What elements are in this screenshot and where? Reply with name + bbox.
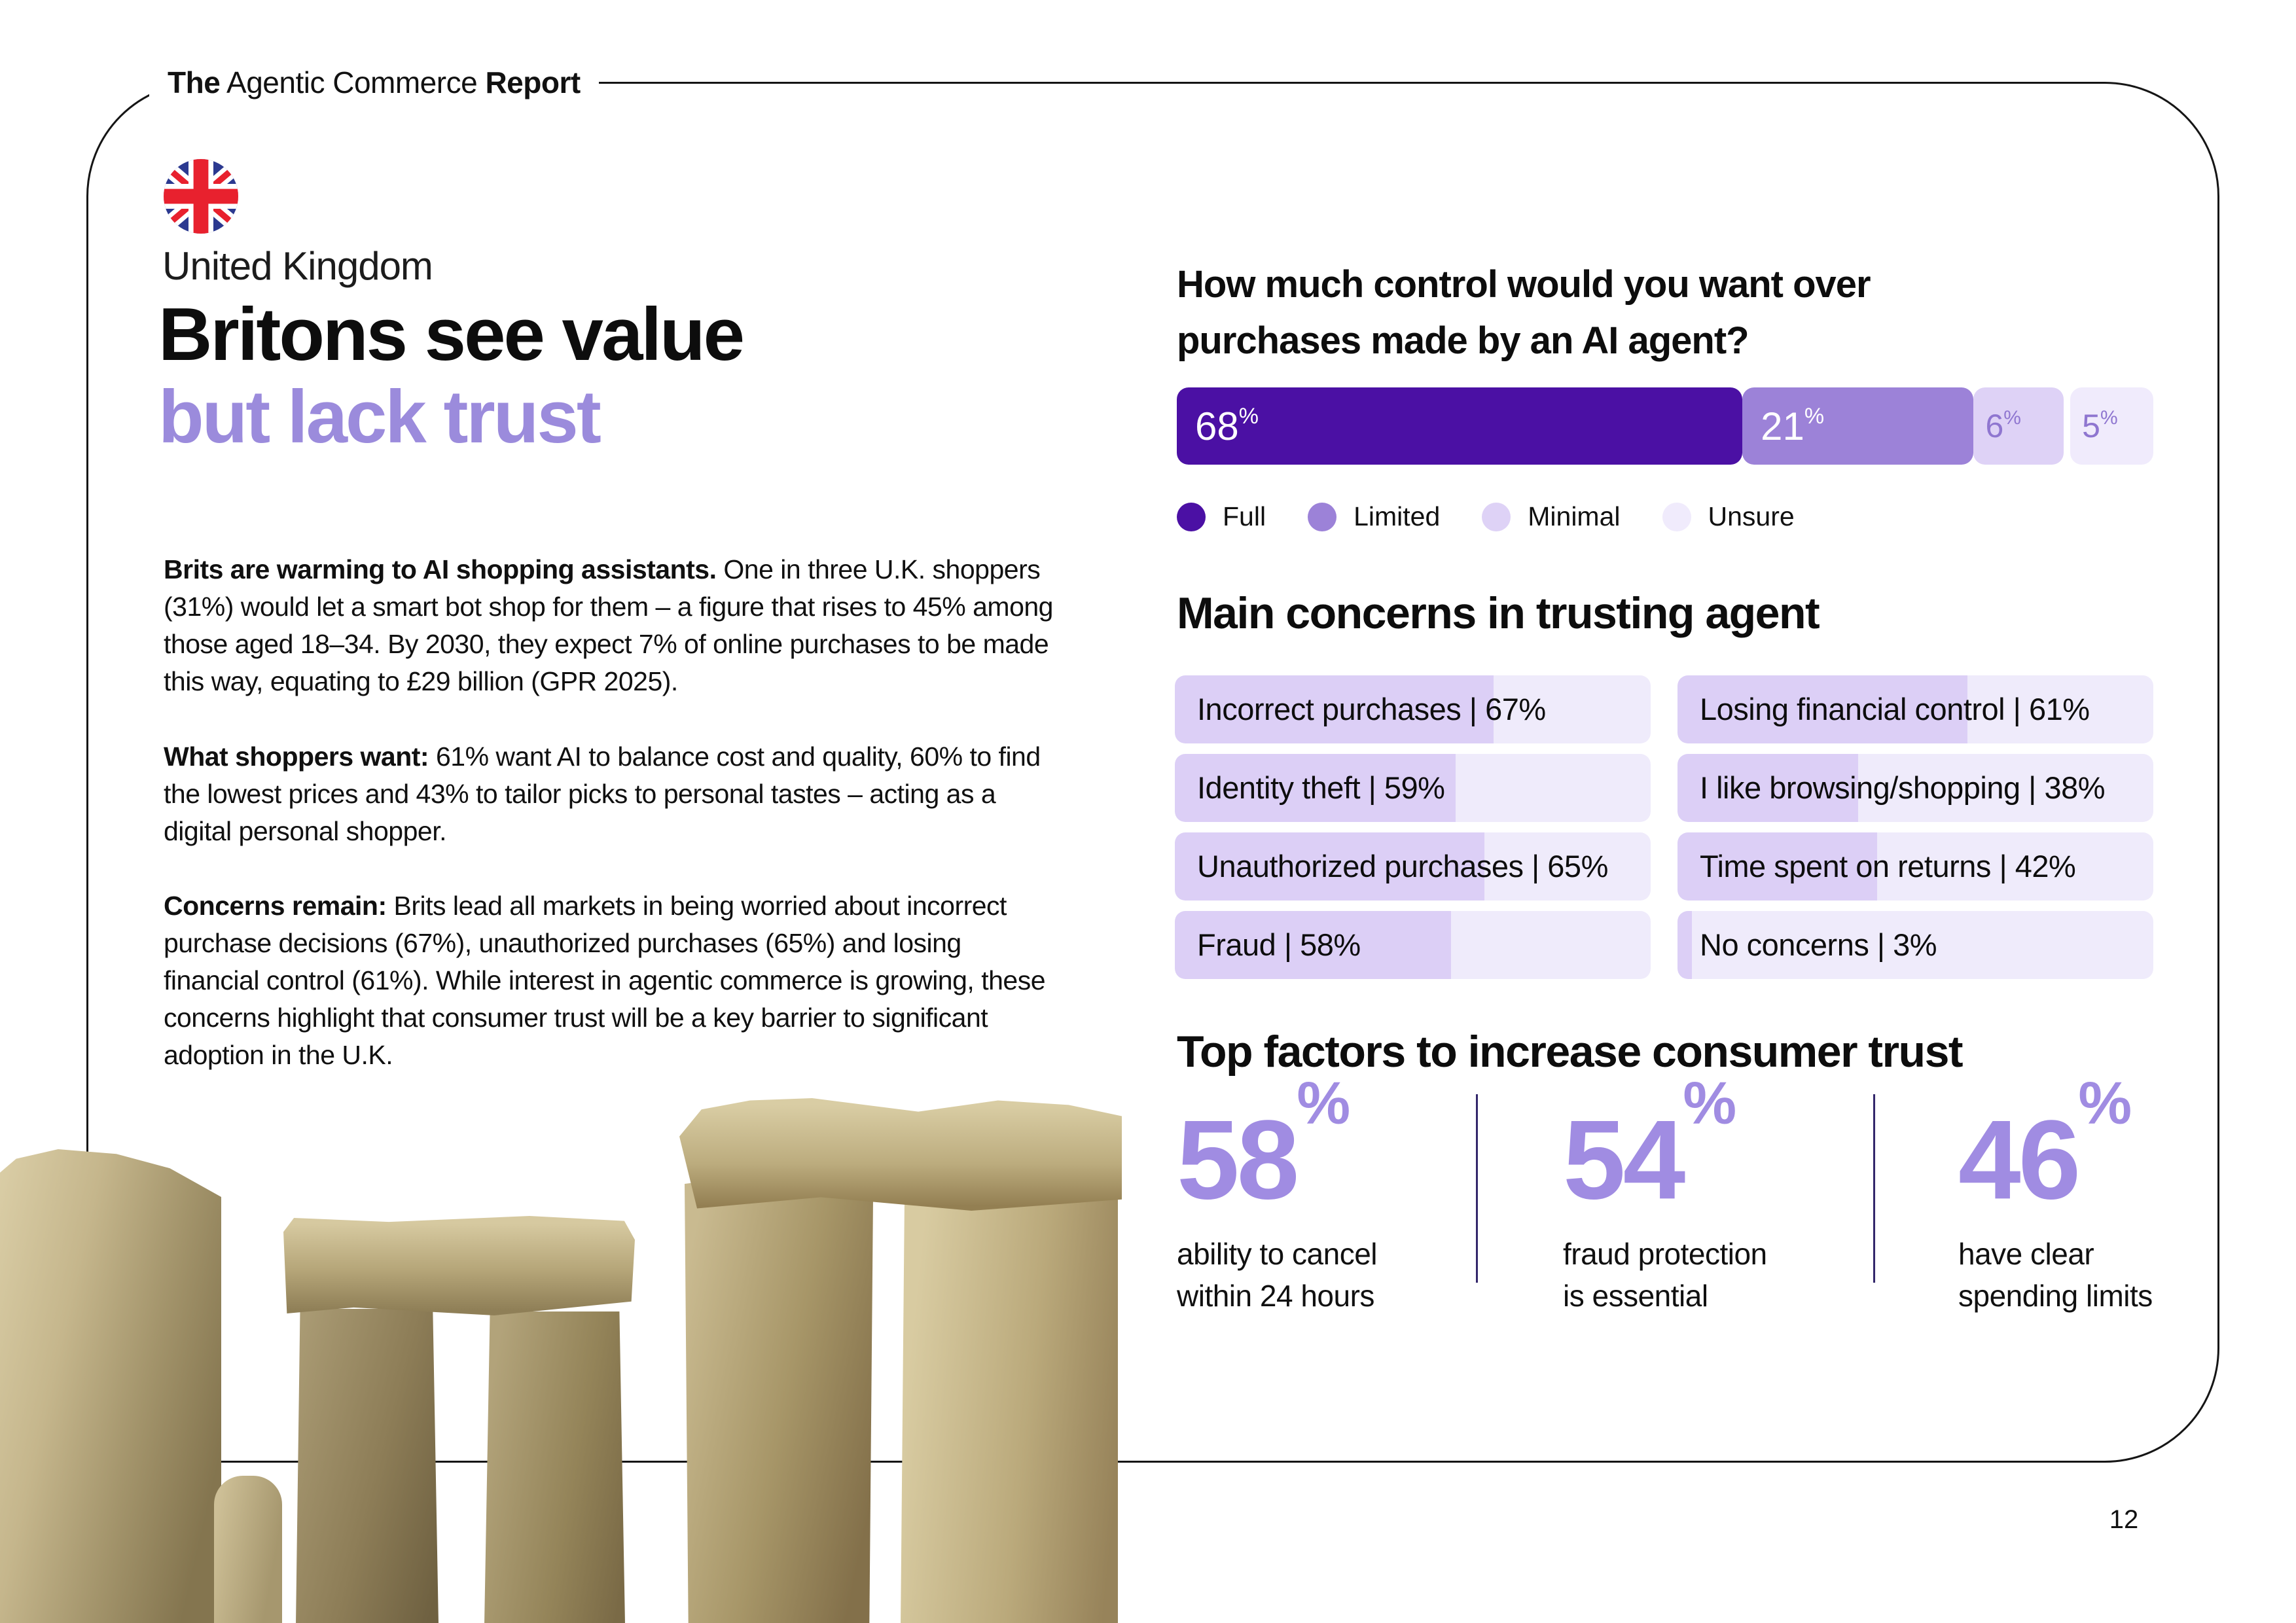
legend-label: Full — [1223, 501, 1266, 531]
paragraph-lead: Concerns remain: — [164, 891, 387, 921]
stonehenge-stone — [214, 1476, 282, 1623]
stonehenge-stone — [296, 1309, 439, 1623]
report-brand — [149, 60, 599, 105]
legend-item-minimal — [1482, 501, 1620, 532]
paragraph-lead: What shoppers want: — [164, 741, 429, 772]
stonehenge-stone — [685, 1170, 873, 1623]
bar-segment-unsure — [2070, 387, 2153, 465]
legend-dot-full — [1177, 503, 1206, 531]
factor-number: 54 — [1563, 1097, 1683, 1223]
control-legend — [1177, 501, 1795, 532]
legend-label: Limited — [1354, 501, 1441, 531]
factor-caption-line-2: within 24 hours — [1177, 1279, 1374, 1313]
factor-divider — [1476, 1094, 1478, 1283]
legend-label: Unsure — [1708, 501, 1795, 531]
stonehenge-lintel — [679, 1098, 1122, 1211]
factor-caption-line-2: is essential — [1563, 1279, 1708, 1313]
factor-number: 58 — [1177, 1097, 1297, 1223]
factor-stat-fraud-protection — [1563, 1070, 1767, 1317]
factor-value — [1563, 1070, 1767, 1223]
concern-bar-label: I like browsing/shopping | 38% — [1700, 770, 2106, 805]
legend-item-full — [1177, 501, 1266, 532]
factor-caption-line-1: have clear — [1958, 1237, 2094, 1272]
country-label: United Kingdom — [162, 244, 433, 288]
factor-caption-line-2: spending limits — [1958, 1279, 2153, 1313]
bar-segment-minimal — [1973, 387, 2064, 465]
concern-bar-label: Fraud | 58% — [1197, 927, 1361, 962]
segment-value: 5 — [2082, 408, 2100, 444]
percent-sign: % — [1804, 404, 1825, 429]
concern-bar — [1677, 911, 2153, 979]
brand-middle: Agentic Commerce — [220, 65, 486, 99]
concern-bar-label: Incorrect purchases | 67% — [1197, 692, 1546, 726]
concern-bar-label: No concerns | 3% — [1700, 927, 1937, 962]
factor-number: 46 — [1958, 1097, 2079, 1223]
concern-bar-label: Identity theft | 59% — [1197, 770, 1445, 805]
concern-bar-label: Losing financial control | 61% — [1700, 692, 2090, 726]
factor-caption — [1958, 1233, 2153, 1317]
factor-caption-line-1: fraud protection — [1563, 1237, 1767, 1272]
uk-flag-icon — [164, 159, 238, 234]
concern-bar-label: Unauthorized purchases | 65% — [1197, 849, 1608, 883]
legend-dot-unsure — [1662, 503, 1691, 531]
segment-value: 21 — [1761, 404, 1804, 448]
brand-the: The — [168, 65, 221, 99]
legend-item-unsure — [1662, 501, 1795, 532]
legend-dot-limited — [1308, 503, 1336, 531]
bar-segment-limited — [1742, 387, 1973, 465]
concern-bar — [1175, 754, 1651, 822]
legend-dot-minimal — [1482, 503, 1511, 531]
concern-bar — [1677, 754, 2153, 822]
percent-sign: % — [2003, 406, 2021, 429]
paragraph-body: 61% want AI to balance cost and quality, 60% to find the lowest prices and 43% to tailor picks to personal tastes – acting as a digital personal shopper. — [164, 741, 1041, 846]
stonehenge-stone — [484, 1311, 625, 1623]
control-stacked-bar — [1177, 387, 2153, 465]
stonehenge-stone — [0, 1149, 221, 1623]
percent-sign: % — [1297, 1070, 1351, 1137]
control-question-title — [1177, 257, 2159, 369]
concerns-section-title: Main concerns in trusting agent — [1177, 588, 1820, 638]
concern-bar — [1175, 675, 1651, 743]
paragraph-adoption — [164, 551, 1060, 700]
percent-sign: % — [2100, 406, 2118, 429]
segment-value: 6 — [1985, 408, 2004, 444]
factor-value — [1958, 1070, 2153, 1223]
paragraph-body: One in three U.K. shoppers (31%) would let a smart bot shop for them – a figure that rises to 45% among those aged 18–34. By 2030, they expect 7% of online purchases to be made this way, equating to £29 billion (GPR 2025). — [164, 554, 1053, 696]
paragraph-wants — [164, 738, 1060, 850]
percent-sign: % — [1238, 404, 1259, 429]
paragraph-body: Brits lead all markets in being worried about incorrect purchase decisions (67%), unauthorized purchases (65%) and losing financial control (61%). While interest in agentic commerce is growing, these concerns highlight that consumer trust will be a key barrier to significant adoption in the U.K. — [164, 891, 1045, 1070]
brand-report: Report — [485, 65, 581, 99]
percent-sign: % — [2078, 1070, 2132, 1137]
factor-caption — [1563, 1233, 1767, 1317]
stonehenge-lintel — [283, 1216, 635, 1315]
factor-caption — [1177, 1233, 1377, 1317]
bar-segment-full — [1177, 387, 1742, 465]
factor-value — [1177, 1070, 1377, 1223]
control-question-line-2: purchases made by an AI agent? — [1177, 319, 1749, 362]
concern-bar-label: Time spent on returns | 42% — [1700, 849, 2076, 883]
factors-section-title: Top factors to increase consumer trust — [1177, 1027, 1963, 1077]
control-question-line-1: How much control would you want over — [1177, 263, 1871, 306]
concern-bar-fill — [1677, 911, 1692, 979]
concern-bar — [1175, 911, 1651, 979]
headline-line-2: but lack trust — [158, 376, 600, 459]
legend-item-limited — [1308, 501, 1440, 532]
concern-bar — [1677, 832, 2153, 901]
concern-bar — [1677, 675, 2153, 743]
percent-sign: % — [1683, 1070, 1737, 1137]
segment-value: 68 — [1195, 404, 1239, 448]
page-number: 12 — [2109, 1505, 2139, 1534]
paragraph-lead: Brits are warming to AI shopping assistants. — [164, 554, 717, 584]
concern-bar — [1175, 832, 1651, 901]
factor-stat-cancel — [1177, 1070, 1377, 1317]
factor-caption-line-1: ability to cancel — [1177, 1237, 1377, 1272]
headline-line-1: Britons see value — [158, 293, 744, 376]
factor-divider — [1873, 1094, 1875, 1283]
stonehenge-stone — [901, 1137, 1118, 1623]
legend-label: Minimal — [1528, 501, 1621, 531]
paragraph-concerns — [164, 887, 1060, 1074]
factor-stat-spending-limits — [1958, 1070, 2153, 1317]
